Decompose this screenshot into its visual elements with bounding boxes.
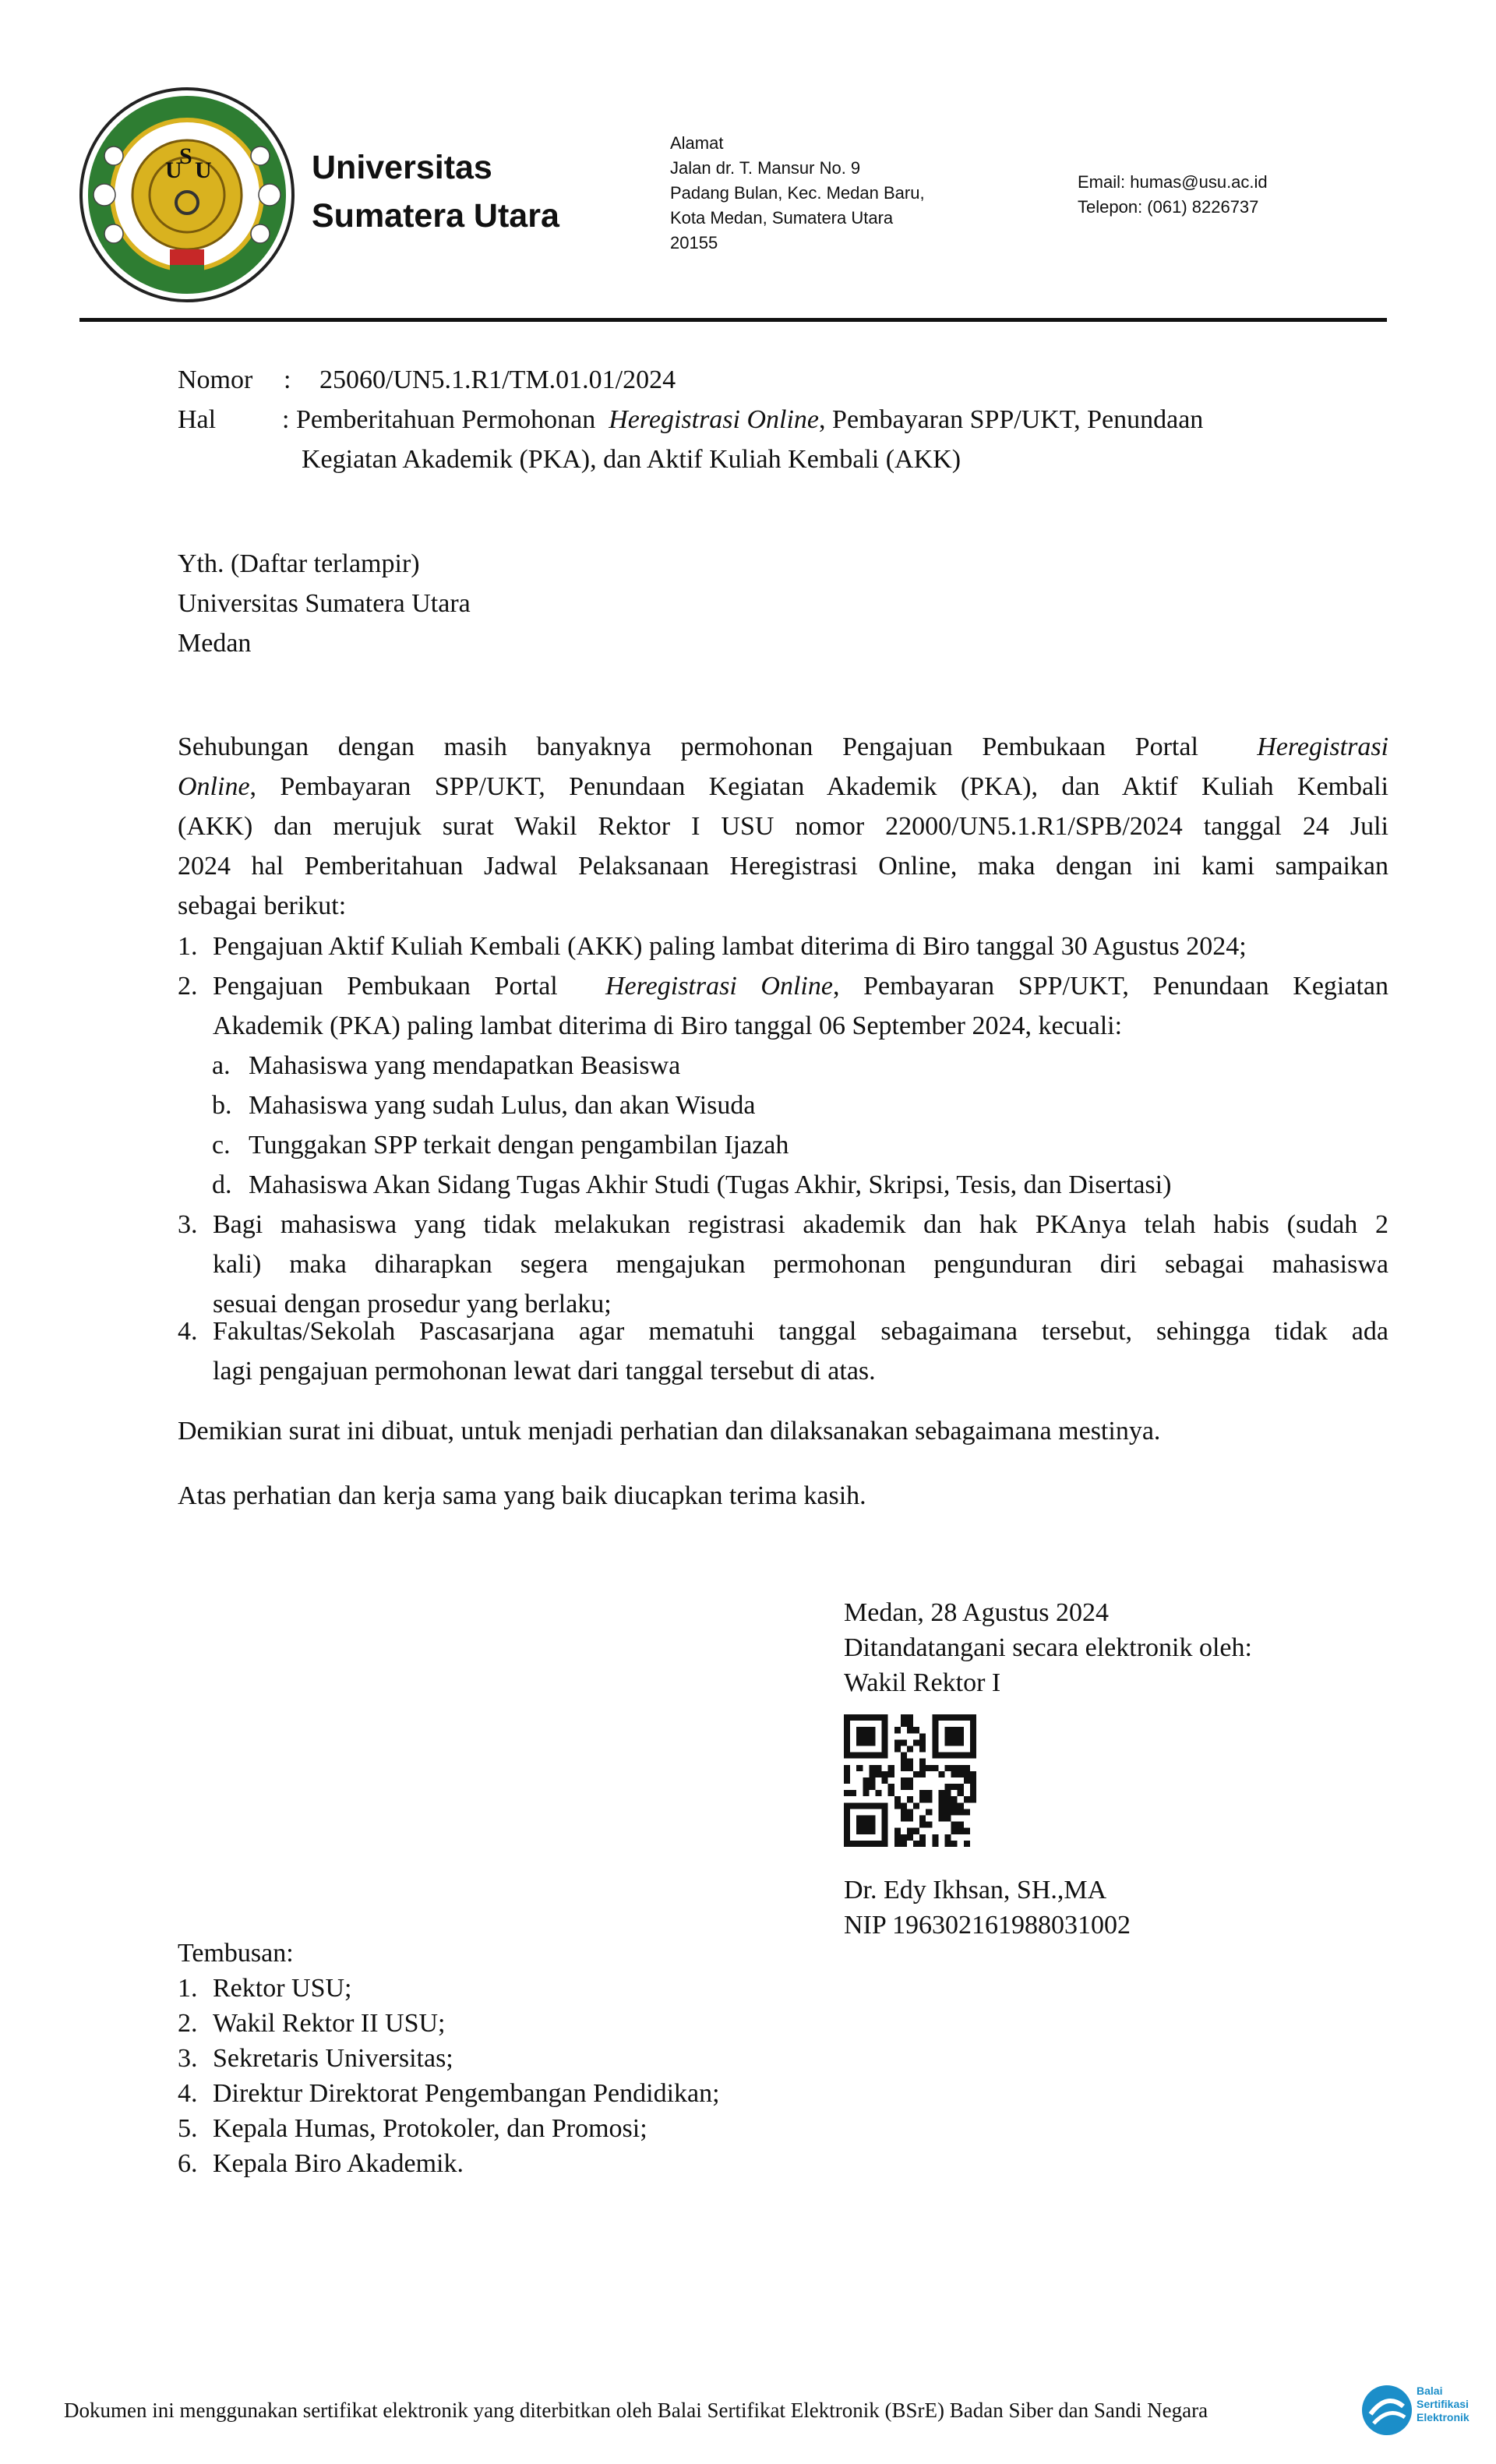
- footer-certificate-note: Dokumen ini menggunakan sertifikat elektronik yang diterbitkan oleh Balai Sertifikat Elektronik (BSrE) Badan Siber dan Sandi Negara: [64, 2399, 1208, 2422]
- tembusan-title: Tembusan:: [178, 1939, 294, 1968]
- svg-text:U: U: [195, 157, 212, 183]
- nomor-value: 25060/UN5.1.R1/TM.01.01/2024: [319, 365, 676, 394]
- signature-note: Ditandatangani secara elektronik oleh:: [844, 1633, 1252, 1662]
- recipient-line: Medan: [178, 629, 252, 658]
- hal-label: Hal: [178, 405, 217, 434]
- qr-code: [844, 1714, 976, 1847]
- nomor-separator: :: [284, 365, 291, 394]
- nomor-label: Nomor: [178, 365, 253, 394]
- recipient-line: Universitas Sumatera Utara: [178, 589, 471, 618]
- email-text: Email: humas@usu.ac.id: [1078, 172, 1268, 192]
- hal-line1: : Pemberitahuan Permohonan Heregistrasi Online, Pembayaran SPP/UKT, Penundaan: [282, 405, 1204, 434]
- closing-statement: Demikian surat ini dibuat, untuk menjadi perhatian dan dilaksanakan sebagaimana mestinya.: [178, 1417, 1161, 1446]
- signer-name: Dr. Edy Ikhsan, SH.,MA: [844, 1876, 1107, 1904]
- closing-thanks: Atas perhatian dan kerja sama yang baik diucapkan terima kasih.: [178, 1481, 866, 1510]
- university-logo: [78, 86, 296, 304]
- intro-line: 2024 hal Pemberitahuan Jadwal Pelaksanaan Heregistrasi Online, maka dengan ini kami sampaikan: [178, 852, 1388, 881]
- signer-nip: NIP 196302161988031002: [844, 1911, 1131, 1940]
- svg-text:U: U: [165, 157, 182, 183]
- bsre-label: Sertifikasi: [1417, 2398, 1469, 2410]
- intro-paragraph: [178, 727, 1388, 926]
- address-line: Kota Medan, Sumatera Utara: [670, 208, 894, 228]
- intro-line: (AKK) dan merujuk surat Wakil Rektor I USU nomor 22000/UN5.1.R1/SPB/2024 tanggal 24 Juli: [178, 812, 1388, 841]
- intro-line: Sehubungan dengan masih banyaknya permohonan Pengajuan Pembukaan Portal Heregistrasi: [178, 732, 1389, 761]
- signature-position: Wakil Rektor I: [844, 1668, 1001, 1697]
- address-block: [670, 131, 925, 256]
- bsre-logo-icon: [1360, 2383, 1414, 2438]
- recipient-line: Yth. (Daftar terlampir): [178, 549, 420, 578]
- university-name-line1: Universitas: [312, 149, 492, 186]
- phone-text: Telepon: (061) 8226737: [1078, 197, 1259, 217]
- contact-block: [1078, 170, 1268, 220]
- bsre-label: Balai: [1417, 2385, 1443, 2397]
- svg-text:S: S: [179, 143, 192, 169]
- hal-line2: Kegiatan Akademik (PKA), dan Aktif Kuliah Kembali (AKK): [302, 445, 961, 474]
- address-line: Jalan dr. T. Mansur No. 9: [670, 158, 861, 178]
- address-line: 20155: [670, 233, 718, 252]
- bsre-label: Elektronik: [1417, 2411, 1470, 2423]
- signature-date: Medan, 28 Agustus 2024: [844, 1598, 1109, 1627]
- university-name-line2: Sumatera Utara: [312, 197, 559, 235]
- address-line: Padang Bulan, Kec. Medan Baru,: [670, 183, 925, 203]
- header-divider: [79, 318, 1387, 322]
- intro-line: Online, Pembayaran SPP/UKT, Penundaan Kegiatan Akademik (PKA), dan Aktif Kuliah Kembali: [178, 772, 1388, 801]
- address-label: Alamat: [670, 133, 724, 153]
- intro-line: sebagai berikut:: [178, 891, 347, 920]
